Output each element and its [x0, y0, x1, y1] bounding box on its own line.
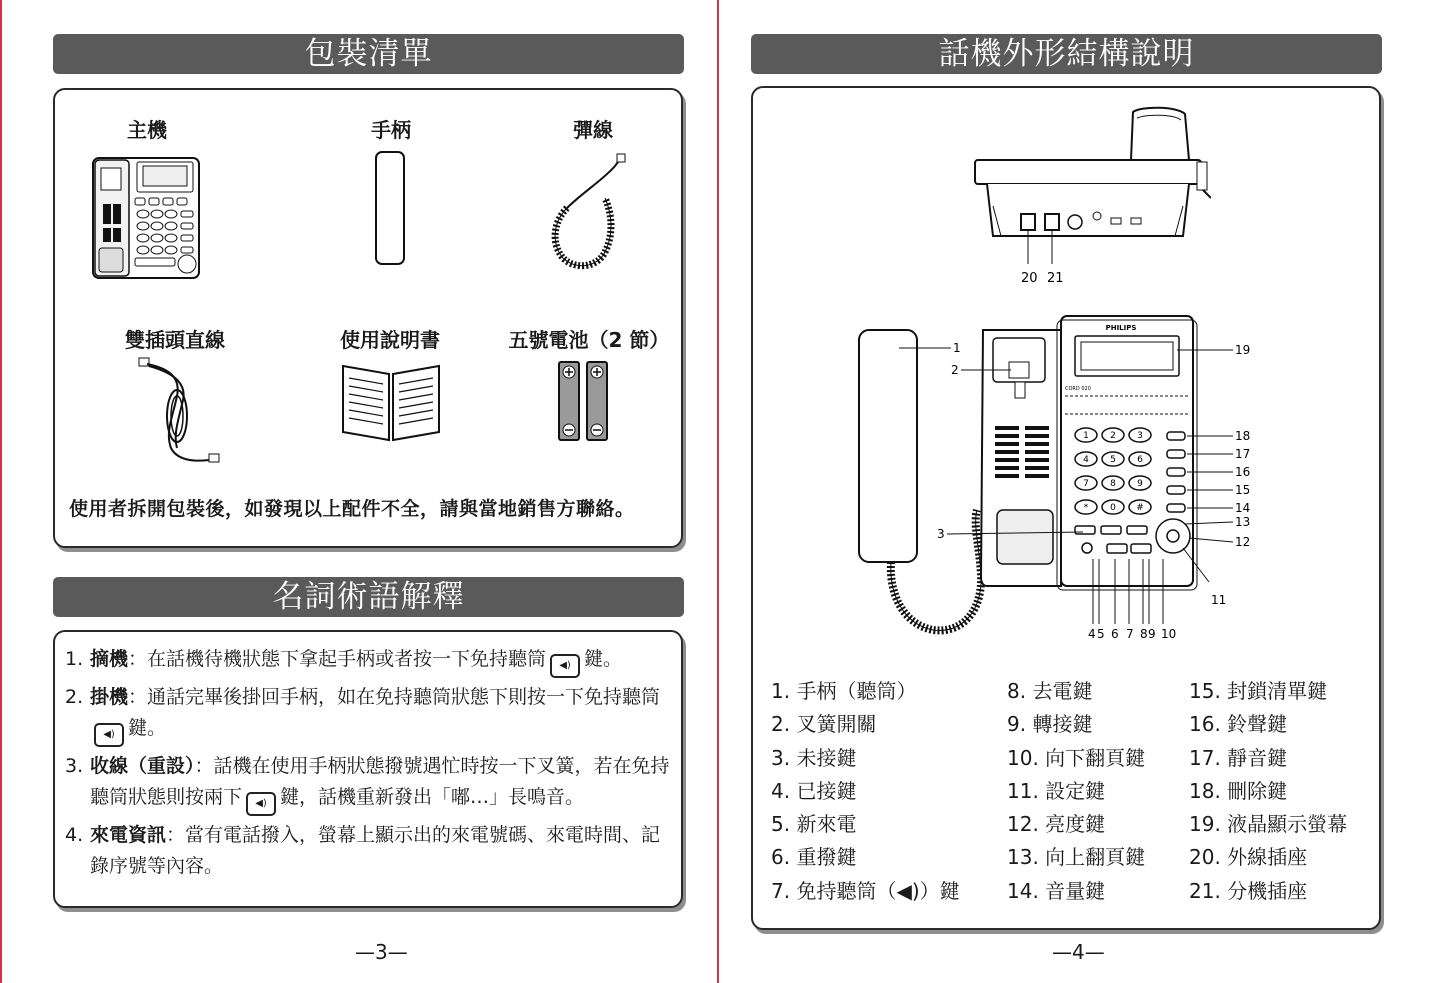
item-label-manual: 使用說明書 — [340, 328, 440, 352]
legend-item: 16. 鈴聲鍵 — [1189, 712, 1288, 737]
svg-text:#: # — [1136, 503, 1144, 513]
svg-text:13: 13 — [1235, 515, 1251, 529]
svg-text:19: 19 — [1235, 343, 1251, 357]
svg-text:12: 12 — [1235, 535, 1251, 549]
line-jack-icon — [1021, 214, 1035, 230]
svg-text:4: 4 — [1083, 455, 1089, 465]
legend-item: 20. 外線插座 — [1189, 845, 1308, 870]
svg-text:10: 10 — [1161, 627, 1177, 641]
legend-item: 11. 設定鍵 — [1007, 778, 1106, 803]
svg-text:6: 6 — [1111, 627, 1119, 641]
svg-text:1: 1 — [953, 341, 961, 355]
handset-illustration — [373, 150, 407, 266]
structure-banner: 話機外形結構說明 — [751, 34, 1382, 74]
svg-text:9: 9 — [1137, 479, 1143, 489]
svg-text:2: 2 — [951, 363, 959, 377]
glossary-item: 4. 來電資訊：當有電話撥入，螢幕上顯示出的來電號碼、來電時間、記錄序號等內容。 — [65, 824, 661, 877]
legend-item: 4. 已接鍵 — [771, 778, 857, 803]
svg-text:3: 3 — [937, 527, 945, 541]
svg-text:4: 4 — [1088, 627, 1096, 641]
svg-text:15: 15 — [1235, 483, 1251, 497]
batteries-illustration — [555, 360, 611, 442]
glossary-item: 1. 摘機：在話機待機狀態下拿起手柄或者按一下免持聽筒 ◀) 鍵。 — [65, 644, 675, 678]
svg-text:*: * — [1083, 503, 1089, 513]
svg-text:8: 8 — [1140, 627, 1148, 641]
model-label: CORD 020 — [1065, 386, 1091, 392]
legend-item: 10. 向下翻頁鍵 — [1007, 745, 1146, 770]
svg-text:18: 18 — [1235, 429, 1251, 443]
base-unit-illustration — [91, 152, 201, 280]
legend-item: 3. 未接鍵 — [771, 745, 857, 770]
label-21: 21 — [1047, 271, 1064, 286]
brand-label: PHILIPS — [1105, 324, 1137, 332]
svg-text:6: 6 — [1137, 455, 1143, 465]
package-note: 使用者拆開包裝後，如發現以上配件不全，請與當地銷售方聯絡。 — [69, 498, 635, 520]
glossary-item: 3. 收線（重設）：話機在使用手柄狀態撥號遇忙時按一下叉簧，若在免持聽筒狀態則按兩下 ◀) 鍵，話機重新發出「嘟…」長鳴音。 — [65, 751, 675, 816]
speaker-key-icon: ◀) — [246, 792, 276, 816]
legend-item: 17. 靜音鍵 — [1189, 745, 1288, 770]
extension-jack-icon — [1045, 214, 1059, 230]
right-page — [719, 0, 1436, 983]
front-view-illustration — [843, 314, 1273, 644]
svg-text:1: 1 — [1083, 431, 1089, 441]
glossary-term: 來電資訊 — [90, 824, 167, 846]
legend-column-3 — [1189, 675, 1347, 908]
svg-text:5: 5 — [1097, 627, 1105, 641]
manual-illustration — [339, 360, 443, 444]
speaker-key-icon: ◀) — [550, 654, 580, 678]
svg-text:16: 16 — [1235, 465, 1251, 479]
glossary-item: 2. 掛機：通話完畢後掛回手柄，如在免持聽筒狀態下則按一下免持聽筒◀) 鍵。 — [65, 682, 675, 747]
legend-item: 19. 液晶顯示螢幕 — [1189, 812, 1348, 837]
svg-text:17: 17 — [1235, 447, 1251, 461]
svg-text:3: 3 — [1137, 431, 1143, 441]
glossary-term: 摘機 — [90, 648, 129, 670]
legend-column-2 — [1007, 675, 1145, 908]
legend-item: 7. 免持聽筒（◀)）鍵 — [771, 878, 960, 903]
item-label-handset: 手柄 — [371, 118, 411, 142]
svg-text:5: 5 — [1110, 455, 1116, 465]
glossary-panel — [53, 630, 683, 908]
svg-text:0: 0 — [1110, 503, 1116, 513]
label-20: 20 — [1021, 271, 1038, 286]
svg-text:7: 7 — [1083, 479, 1089, 489]
legend-item: 15. 封鎖清單鍵 — [1189, 679, 1328, 703]
legend-item: 18. 刪除鍵 — [1189, 778, 1288, 803]
legend-column-1 — [771, 675, 960, 908]
item-label-batteries: 五號電池（2 節） — [508, 328, 670, 352]
item-label-base: 主機 — [127, 118, 167, 142]
legend-item: 6. 重撥鍵 — [771, 845, 857, 870]
legend-item: 9. 轉接鍵 — [1007, 712, 1093, 737]
svg-text:8: 8 — [1110, 479, 1116, 489]
glossary-term: 掛機 — [90, 686, 129, 708]
handset-icon — [859, 330, 917, 562]
svg-text:11: 11 — [1211, 593, 1227, 607]
rear-view-illustration — [971, 106, 1211, 286]
legend-item: 21. 分機插座 — [1189, 878, 1308, 903]
item-label-coil-cord: 彈線 — [573, 118, 613, 142]
legend-item: 2. 叉簧開關 — [771, 712, 877, 737]
line-cord-illustration — [137, 356, 223, 468]
speaker-key-icon: ◀) — [94, 723, 124, 747]
legend-item: 5. 新來電 — [771, 812, 857, 837]
svg-text:9: 9 — [1148, 627, 1156, 641]
coil-cord-illustration — [543, 152, 633, 274]
package-banner: 包裝清單 — [53, 34, 684, 74]
legend-item: 13. 向上翻頁鍵 — [1007, 845, 1146, 870]
glossary-banner: 名詞術語解釋 — [53, 577, 684, 617]
svg-text:14: 14 — [1235, 501, 1251, 515]
page-number-right: —4— — [1052, 940, 1105, 964]
legend-item: 8. 去電鍵 — [1007, 679, 1093, 703]
glossary-term: 收線（重設） — [90, 755, 195, 777]
legend-item: 14. 音量鍵 — [1007, 878, 1106, 903]
package-panel — [53, 88, 683, 548]
svg-text:7: 7 — [1126, 627, 1134, 641]
page-number-left: —3— — [355, 940, 408, 964]
svg-text:2: 2 — [1110, 431, 1116, 441]
left-page — [0, 0, 717, 983]
legend-item: 1. 手柄（聽筒） — [771, 679, 917, 703]
legend-item: 12. 亮度鍵 — [1007, 812, 1106, 837]
item-label-line-cord: 雙插頭直線 — [125, 328, 225, 352]
